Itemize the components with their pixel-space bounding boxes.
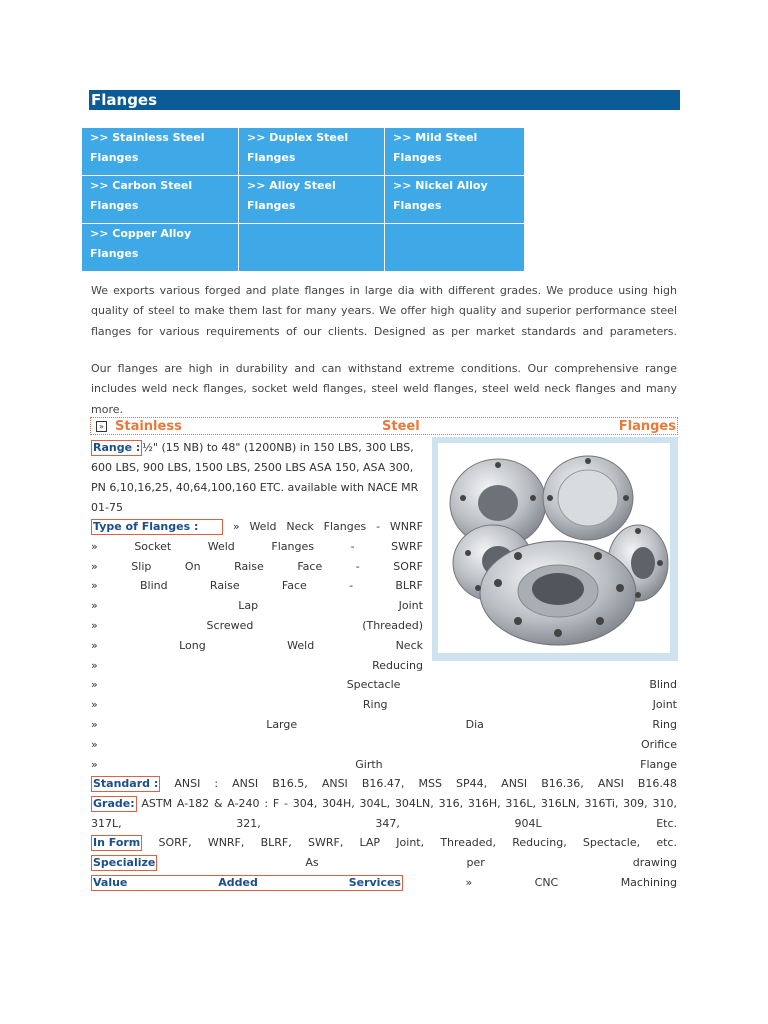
type-item-word: Weld (287, 638, 315, 652)
type-item-word: » (91, 737, 98, 751)
type-item-word: Flanges (271, 539, 314, 553)
form-row (91, 833, 677, 853)
type-row (91, 557, 423, 577)
in-form-label: In Form (93, 836, 141, 849)
grade-line1-word: 310, (652, 797, 677, 810)
type-item-word: » (91, 559, 98, 573)
type-item-word: » (91, 638, 98, 652)
form-text-word: LAP (359, 836, 381, 849)
category-duplex-steel[interactable]: >> Duplex Steel Flanges (239, 128, 385, 176)
flanges-photo (432, 437, 678, 661)
type-row (91, 576, 423, 596)
category-table (81, 127, 525, 272)
range-text: PN 6,10,16,25, 40,64,100,160 ETC. available with NACE MR (91, 481, 419, 494)
grade-label: Grade: (93, 797, 135, 810)
type-item-word: » (91, 718, 98, 731)
type-item-word: Screwed (206, 619, 254, 632)
grade-line1-word: 309, (623, 797, 648, 810)
type-item-word: Large (266, 718, 298, 731)
section-heading-word: Flanges (618, 419, 676, 434)
grade-line1-word: 316Ti, (584, 797, 619, 810)
value-added-word: Added (218, 876, 258, 889)
type-item-word: Neck (395, 638, 423, 652)
type-item-word: Reducing (372, 658, 423, 672)
grade-line1-word: A-240 (227, 797, 260, 810)
range-label: Range : (93, 441, 141, 454)
type-row (91, 695, 677, 715)
type-item-word: Long (179, 638, 206, 652)
type-row (91, 656, 423, 676)
value-added-word: Services (348, 876, 401, 889)
type-item-word: Blind (140, 579, 168, 593)
grade-line1-word: ASTM (141, 797, 173, 810)
specialize-row (91, 853, 677, 873)
type-item-word: Girth (355, 757, 383, 771)
standard-label: Standard : (93, 777, 159, 790)
type-of-flanges-label (91, 519, 223, 535)
form-text-word: Threaded, (440, 836, 497, 849)
type-of-flanges-label-text: Type of Flanges : (93, 520, 199, 533)
range-text: 01-75 (91, 501, 123, 514)
grade-line1-word: - (283, 797, 288, 810)
category-empty-cell (239, 224, 385, 272)
type-item-word: Orifice (641, 737, 677, 751)
standard-text-word: ANSI (321, 777, 348, 790)
category-nickel-alloy[interactable]: >> Nickel Alloy Flanges (385, 176, 525, 224)
form-text-word: BLRF, (260, 836, 292, 849)
type-item-word: » (91, 757, 98, 771)
grade-row-continued (91, 814, 677, 834)
type-item-word: Dia (465, 718, 484, 731)
standard-text-word: ANSI (232, 777, 259, 790)
range-row (91, 438, 423, 458)
section-heading-word: Steel (382, 419, 420, 434)
range-text: 600 LBS, 900 LBS, 1500 LBS, 2500 LBS ASA 150, ASA 300, (91, 461, 414, 474)
grade-line1-word: 316LN, (540, 797, 580, 810)
specialize-text-word: drawing (632, 856, 677, 869)
type-item-word: - (376, 520, 381, 533)
standard-text-word: B16.36, (541, 777, 584, 790)
type-item-word: » (91, 678, 98, 692)
type-item-word: Spectacle (346, 678, 401, 692)
standard-text-word: B16.48 (637, 777, 677, 790)
standard-text-word: ANSI (174, 777, 201, 790)
type-item-word: » (91, 599, 98, 613)
category-empty-cell (385, 224, 525, 272)
type-item-word: » (91, 698, 98, 712)
page-title: Flanges (91, 91, 158, 109)
type-item-word: » (232, 520, 240, 533)
type-row (91, 755, 677, 775)
type-row (91, 537, 423, 557)
type-item-word: BLRF (395, 579, 423, 593)
type-item-word: (Threaded) (362, 619, 423, 632)
section-heading-word: Stainless (115, 419, 182, 434)
category-mild-steel[interactable]: >> Mild Steel Flanges (385, 128, 525, 176)
type-row (91, 596, 423, 616)
standard-text-word: B16.47, (361, 777, 405, 790)
type-item-word: » (91, 619, 98, 632)
type-item-word: Face (281, 579, 307, 593)
type-item-word: Raise (234, 559, 264, 573)
grade-line2-word: 317L, (91, 817, 122, 830)
type-item-word: Neck (286, 520, 314, 533)
type-item-word: - (355, 559, 360, 573)
type-item-word: On (184, 559, 201, 573)
standard-text-word: : (214, 777, 219, 790)
category-alloy-steel[interactable]: >> Alloy Steel Flanges (239, 176, 385, 224)
grade-line1-word: & (213, 797, 223, 810)
grade-line1-word: 304L, (359, 797, 391, 810)
type-item-word: Face (297, 559, 323, 573)
type-item-word: Blind (649, 678, 677, 692)
grade-line1-word: 316, (438, 797, 464, 810)
type-item-word: » (91, 658, 98, 672)
type-item-word: Weld (207, 539, 235, 553)
type-item-word: Socket (134, 539, 172, 553)
grade-line2-word: Etc. (656, 817, 677, 830)
type-item-word: - (349, 579, 354, 593)
form-text-word: Joint, (396, 836, 425, 849)
type-item-word: Flange (640, 757, 677, 771)
type-row (91, 735, 677, 755)
form-text-word: WNRF, (207, 836, 245, 849)
grade-line1-word: : (264, 797, 269, 810)
grade-line1-word: 304, (292, 797, 318, 810)
range-text: ½" (15 NB) to 48" (1200NB) in 150 LBS, 300 LBS, (142, 441, 414, 454)
vas-text-word: Machining (620, 876, 677, 889)
category-carbon-steel[interactable]: >> Carbon Steel Flanges (82, 176, 239, 224)
grade-line1-word: A-182 (176, 797, 210, 810)
type-item-word: Slip (131, 559, 152, 573)
expand-icon[interactable]: » (96, 421, 107, 432)
specialize-label: Specialize (93, 856, 156, 869)
type-item-word: Ring (362, 698, 388, 712)
standard-text-word: ANSI (501, 777, 528, 790)
vas-text-word: » (465, 876, 473, 889)
form-text-word: SWRF, (307, 836, 344, 849)
form-text-word: etc. (656, 836, 677, 849)
category-copper-alloy[interactable]: >> Copper Alloy Flanges (82, 224, 239, 272)
type-item-word: SWRF (391, 539, 423, 553)
type-row (91, 616, 423, 636)
grade-line2-word: 347, (375, 817, 400, 830)
type-item-word: Flanges (323, 520, 367, 533)
type-item-word: » (91, 539, 98, 553)
grade-line1-word: F (272, 797, 280, 810)
standard-text-word: B16.5, (272, 777, 308, 790)
flanges-illustration (438, 443, 670, 653)
type-item-word: » (91, 579, 98, 593)
vas-text-word: CNC (534, 876, 559, 889)
intro-paragraph-1: We exports various forged and plate flanges in large dia with different grades. We produce using high quality of steel to make them last for many years. We offer high quality and superior performance steel flanges for various requirements of our clients. Designed as per market standards and parameters. (91, 284, 677, 338)
standard-text-word: ANSI (597, 777, 624, 790)
type-row (91, 517, 423, 537)
standard-text-word: MSS (418, 777, 442, 790)
grade-line2-word: 321, (236, 817, 261, 830)
page-title-bar (89, 90, 680, 110)
type-item-word: Ring (652, 718, 677, 731)
intro-paragraph-2: Our flanges are high in durability and can withstand extreme conditions. Our comprehensive range includes weld neck flanges, socket weld flanges, steel weld flanges, steel weld neck flanges and many more. (91, 362, 677, 416)
standard-row (91, 774, 677, 794)
value-added-services-label (91, 875, 403, 891)
standard-text-word: SP44, (456, 777, 488, 790)
type-item-word: Joint (652, 698, 677, 712)
type-item-word: Lap (238, 599, 259, 613)
grade-line1-word: 316H, (467, 797, 501, 810)
form-text-word: SORF, (158, 836, 192, 849)
type-item-word: SORF (393, 559, 423, 573)
type-row (91, 636, 423, 656)
grade-line1-word: 304H, (321, 797, 355, 810)
type-item-word: Raise (209, 579, 240, 593)
type-row (91, 715, 677, 735)
type-item-word: WNRF (389, 520, 423, 533)
type-row (91, 675, 677, 695)
type-item-word: - (350, 539, 355, 553)
grade-line1-word: 316L, (505, 797, 537, 810)
form-text-word: Spectacle, (582, 836, 641, 849)
section-heading (90, 417, 678, 435)
specialize-text-word: As (305, 856, 319, 869)
category-stainless-steel[interactable]: >> Stainless Steel Flanges (82, 128, 239, 176)
grade-line1-word: 304LN, (394, 797, 434, 810)
grade-line2-word: 904L (514, 817, 542, 830)
grade-row (91, 794, 677, 814)
specialize-text-word: per (466, 856, 485, 869)
value-added-row (91, 873, 677, 893)
type-item-word: Weld (249, 520, 277, 533)
form-text-word: Reducing, (512, 836, 567, 849)
type-item-word: Joint (398, 599, 423, 613)
value-added-word: Value (93, 876, 128, 889)
